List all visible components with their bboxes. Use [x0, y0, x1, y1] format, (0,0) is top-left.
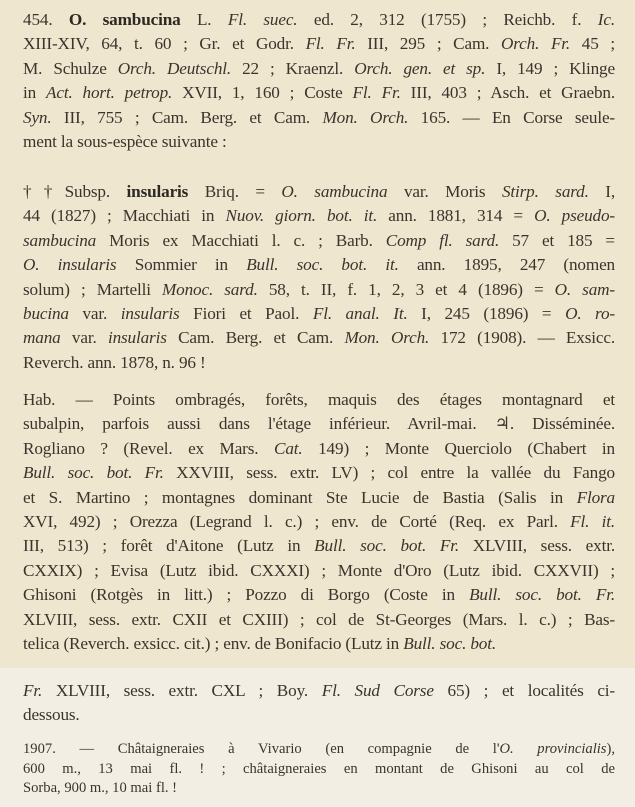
text-line	[23, 278, 615, 302]
text-run: 45 ;	[570, 34, 615, 54]
text-run: 58, t. II, f. 1, 2, 3 et 4 (1896) =	[257, 279, 555, 299]
text-run: dessous.	[23, 705, 80, 725]
text-run: Ghisoni (Rotgès in litt.) ; Pozzo di Borgo (Coste in	[23, 585, 470, 605]
italic-text: insularis	[107, 328, 167, 348]
text-run: I,	[588, 182, 615, 201]
text-line	[23, 412, 615, 436]
text-run: CXXIX) ; Evisa (Lutz ibid. CXXXI) ; Monte d'Oro (Lutz ibid. CXXVII) ;	[23, 560, 615, 580]
italic-text: Fl. Fr.	[352, 83, 401, 103]
habitat-continuation	[23, 679, 615, 728]
text-line	[23, 130, 615, 154]
text-line	[23, 388, 615, 412]
italic-text: Mon. Orch.	[344, 328, 430, 348]
italic-text: Cat.	[274, 438, 303, 458]
text-run: subalpin, parfois aussi dans l'étage inférieur. Avril-mai. ♃. Disséminée.	[23, 414, 615, 434]
text-run: Moris ex Macchiati l. c. ; Barb.	[96, 230, 386, 250]
text-run: Cam. Berg. et Cam.	[166, 328, 345, 348]
text-line	[23, 740, 615, 760]
text-run: 57 et 185 =	[499, 230, 615, 250]
text-run: ann. 1881, 314 =	[377, 206, 535, 226]
italic-text: Fl. anal. It.	[312, 304, 408, 324]
italic-text: Bull. soc. bot. Fr.	[314, 536, 460, 556]
text-run: III, 513) ; forêt d'Aitone (Lutz in	[23, 536, 315, 556]
italic-text: Nuov. giorn. bot. it.	[225, 206, 378, 226]
text-run: ††Subsp.	[23, 182, 127, 201]
text-run: et S. Martino ; montagnes dominant Ste Lucie de Bastia (Salis in	[23, 487, 577, 507]
text-run: 65) ; et localités ci-	[433, 681, 615, 700]
italic-text: O. sambucina	[281, 182, 388, 201]
italic-text: Fl. Sud Corse	[321, 681, 434, 700]
text-run: in	[23, 83, 47, 103]
italic-text: Fl. it.	[570, 512, 615, 532]
text-run: telica (Reverch. exsicc. cit.) ; env. de Bonifacio (Lutz in	[23, 634, 404, 654]
text-line	[23, 461, 615, 485]
subspecies-entry	[23, 180, 615, 375]
italic-text: O. pseudo-	[534, 206, 615, 226]
text-run: Fiori et Paol.	[179, 304, 313, 324]
italic-text: Bull. soc. bot. Fr.	[469, 585, 615, 605]
text-run: ed. 2, 312 (1755) ; Reichb. f.	[297, 10, 598, 29]
collection-note	[23, 740, 615, 799]
text-run: XVII, 1, 160 ; Coste	[172, 83, 353, 103]
text-line	[23, 229, 615, 253]
italic-text: O. sam-	[554, 279, 615, 299]
text-run: 1907. — Châtaigneraies à Vivario (en compagnie de l'	[23, 741, 500, 757]
italic-text: insularis	[120, 304, 180, 324]
italic-text: Bull. soc. bot. it.	[246, 255, 399, 275]
text-run: var.	[68, 304, 121, 324]
italic-text: O. ro-	[565, 304, 615, 324]
species-entry	[23, 8, 615, 154]
text-run: ment la sous-espèce suivante :	[23, 132, 227, 152]
italic-text: mana	[23, 328, 61, 348]
italic-text: Fl. suec.	[227, 10, 298, 29]
text-run: I, 245 (1896) =	[407, 304, 566, 324]
text-line	[23, 559, 615, 583]
italic-text: Monoc. sard.	[162, 279, 258, 299]
text-line	[23, 326, 615, 350]
text-run: var. Moris	[387, 182, 502, 201]
text-run: ),	[606, 741, 615, 757]
text-line	[23, 510, 615, 534]
italic-text: sambucina	[23, 230, 97, 250]
text-run: 149) ; Monte Querciolo (Chabert in	[302, 438, 615, 458]
bold-text: insularis	[126, 182, 189, 201]
text-run: 22 ; Kraenzl.	[231, 58, 355, 78]
text-line	[23, 253, 615, 277]
italic-text: Stirp. sard.	[501, 182, 589, 201]
text-run: ann. 1895, 247 (nomen	[398, 255, 615, 275]
text-line	[23, 351, 615, 375]
text-line	[23, 703, 615, 727]
text-line	[23, 779, 615, 799]
text-line	[23, 106, 615, 130]
italic-text: Bull. soc. bot. Fr.	[23, 463, 164, 483]
habitat-paragraph	[23, 388, 615, 656]
text-run: M. Schulze	[23, 58, 118, 78]
text-line	[23, 486, 615, 510]
italic-text: Ic.	[597, 10, 615, 29]
text-run: XIII-XIV, 64, t. 60 ; Gr. et Godr.	[23, 34, 306, 54]
text-line	[23, 583, 615, 607]
text-line	[23, 204, 615, 228]
text-line	[23, 437, 615, 461]
text-run: 454.	[23, 10, 69, 29]
text-run: I, 149 ; Klinge	[485, 58, 615, 78]
text-run: 172 (1908). — Exsicc.	[429, 328, 615, 348]
text-run: XLVIII, sess. extr. CXII et CXIII) ; col de St-Georges (Mars. l. c.) ; Bas-	[23, 609, 615, 629]
text-run: XLVIII, sess. extr. CXL ; Boy.	[42, 681, 322, 700]
text-run: III, 403 ; Asch. et Graebn.	[400, 83, 615, 103]
italic-text: Flora	[576, 487, 615, 507]
text-run: 44 (1827) ; Macchiati in	[23, 206, 226, 226]
text-line	[23, 302, 615, 326]
text-run: Sorba, 900 m., 10 mai fl. !	[23, 780, 178, 797]
text-run: III, 755 ; Cam. Berg. et Cam.	[51, 107, 323, 127]
text-run: L.	[180, 10, 228, 29]
italic-text: Bull. soc. bot.	[403, 634, 497, 654]
italic-text: Fr.	[23, 681, 43, 700]
italic-text: Comp fl. sard.	[385, 230, 500, 250]
text-run: var.	[60, 328, 108, 348]
bold-text: O. sambucina	[68, 10, 181, 29]
italic-text: O. insularis	[23, 255, 117, 275]
text-line	[23, 534, 615, 558]
italic-text: Syn.	[23, 107, 52, 127]
text-line	[23, 180, 615, 204]
text-run: XXVIII, sess. extr. LV) ; col entre la vallée du Fango	[163, 463, 615, 483]
italic-text: Mon. Orch.	[322, 107, 409, 127]
text-line	[23, 760, 615, 780]
text-line	[23, 632, 615, 656]
text-run: XLVIII, sess. extr.	[459, 536, 615, 556]
text-run: 600 m., 13 mai fl. ! ; châtaigneraies en montant de Ghisoni au col de	[23, 760, 615, 777]
text-run: solum) ; Martelli	[23, 279, 162, 299]
text-run: Sommier in	[116, 255, 247, 275]
text-line	[23, 8, 615, 32]
italic-text: bucina	[23, 304, 69, 324]
text-run: XVI, 492) ; Orezza (Legrand l. c.) ; env. de Corté (Req. ex Parl.	[23, 512, 571, 532]
text-line	[23, 57, 615, 81]
italic-text: O. provincialis	[499, 741, 607, 757]
text-run: 165. — En Corse seule-	[408, 107, 615, 127]
text-run: Briq. =	[188, 182, 282, 201]
italic-text: Orch. Deutschl.	[117, 58, 232, 78]
italic-text: Orch. Fr.	[501, 34, 571, 54]
italic-text: Act. hort. petrop.	[46, 83, 173, 103]
text-line	[23, 32, 615, 56]
text-line	[23, 608, 615, 632]
text-run: Hab. — Points ombragés, forêts, maquis des étages montagnard et	[23, 390, 615, 409]
text-line	[23, 81, 615, 105]
italic-text: Fl. Fr.	[305, 34, 356, 54]
text-run: Reverch. ann. 1878, n. 96 !	[23, 352, 206, 372]
italic-text: Orch. gen. et sp.	[354, 58, 486, 78]
text-run: III, 295 ; Cam.	[355, 34, 502, 54]
text-run: Rogliano ? (Revel. ex Mars.	[23, 438, 275, 458]
text-line	[23, 679, 615, 703]
